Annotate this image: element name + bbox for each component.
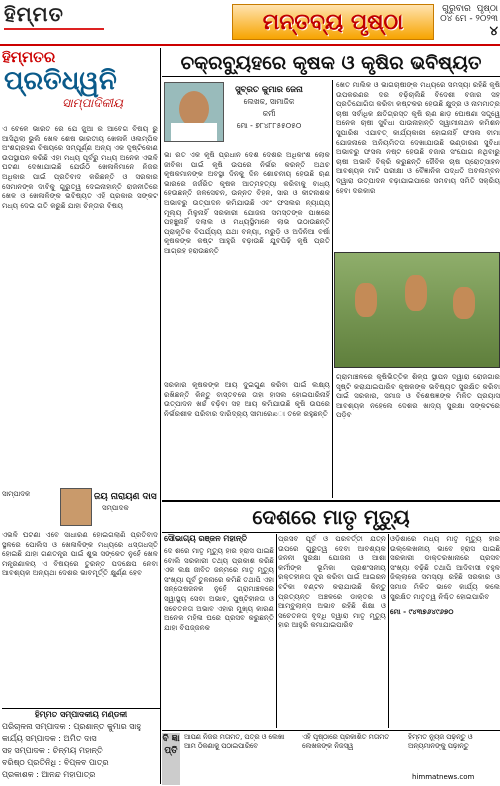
story2-author: ସୌଭାଗ୍ୟ ରଞ୍ଜନ ମହାନ୍ତି bbox=[164, 534, 248, 543]
notice-item: ହିମ୍ମତ ନ୍ୟୁଜ ପଢ଼ନ୍ତୁ ଓ ଅନ୍ୟମାନଙ୍କୁ ପଢ଼ାନ୍ତୁ bbox=[408, 733, 473, 750]
notice-item: ଏହି ପୃଷ୍ଠାରେ ପ୍ରକାଶିତ ମତାମତ ଲେଖକଙ୍କ ନିଜସ୍ୱ bbox=[302, 733, 390, 750]
brand-line-1: ହିମ୍ମତର bbox=[2, 48, 56, 66]
column-divider bbox=[160, 48, 161, 784]
story2-column-2: ପ୍ରସବ ପୂର୍ବ ଓ ପରବର୍ତ୍ତୀ ଯତ୍ନ ଉପରେ ଗୁରୁତ୍ୱ ଦେବା ଆବଶ୍ୟକ ଜନନୀ ସୁରକ୍ଷା ଯୋଜନା ଓ ଆଶା କର୍ମୀଙ୍କ ଭୂମିକା ପ୍ରଶଂସନୀୟ ରକ୍ତହୀନତା ଦୂର କରିବା ପାଇଁ ଆଇରନ ବଟିକା ବଣ୍ଟନ କରାଯାଉଛି କିନ୍ତୁ ପ୍ରତ୍ୟନ୍ତ ଅଞ୍ଚଳରେ ଡାକ୍ତର ଓ ଆମ୍ବୁଲାନ୍ସ ଅଭାବ ରହିଛି ଶିକ୍ଷା ଓ ସଚେତନତା ବୃଦ୍ଧି ଦ୍ୱାରା ମାତୃ ମୃତ୍ୟୁ ହାର ଆହୁରି କମାଯାଇପାରିବ bbox=[278, 534, 386, 630]
story1-column-1b: ସରକାର କୃଷକଙ୍କ ଆୟ ଦୁଇଗୁଣ କରିବା ପାଇଁ ଲକ୍ଷ୍ୟ ରଖିଛନ୍ତି କିନ୍ତୁ ବାସ୍ତବରେ ତାହା ହାସଲ ହୋଇପାରିନାହିଁ ଉତ୍ପାଦନ ଖର୍ଚ୍ଚ ବଢ଼ିବା ସହ ଆୟ କମିଯାଉଛି କୃଷି ଉପରେ ନିର୍ଭରଶୀଳ ପରିବାର ଦାରିଦ୍ର୍ୟ ସୀମାରେಖା ତଳେ ରହୁଛନ୍ତି bbox=[164, 380, 330, 418]
newspaper-logo bbox=[4, 2, 124, 42]
date-box bbox=[440, 4, 498, 38]
editorial-credits bbox=[2, 708, 160, 781]
page-title-banner bbox=[232, 4, 434, 40]
farmer-figure bbox=[355, 283, 377, 317]
story1-byline bbox=[226, 84, 312, 144]
story1-divider bbox=[332, 80, 333, 498]
story1-headline: ଚକ୍ରବ୍ୟୁହରେ କୃଷକ ଓ କୃଷିର ଭବିଷ୍ୟତ bbox=[180, 52, 482, 74]
story2-column-3-text: ଓଡ଼ିଶାରେ ମଧ୍ୟ ମାତୃ ମୃତ୍ୟୁ ହାର ଉଲ୍ଲେଖନୀୟ ଭାବେ ହ୍ରାସ ପାଇଛି ସରକାରୀ ଡାକ୍ତରଖାନାରେ ପ୍ରସବ ସଂଖ୍ୟା ବଢ଼ିଛି ତଥାପି ଆଦିବାସୀ ବହୁଳ ଜିଲ୍ଲାରେ ସମସ୍ୟା ରହିଛି ସରକାର ଓ ସମାଜ ମିଳିତ ଭାବେ କାର୍ଯ୍ୟ କଲେ ସୁରକ୍ଷିତ ମାତୃତ୍ୱ ନିଶ୍ଚିତ ହୋଇପାରିବ bbox=[390, 534, 500, 601]
credit-line: ପରିଚାଳନା ସମ୍ପାଦକ : ପ୍ରଶାନ୍ତ କୁମାର ସାହୁ bbox=[2, 722, 141, 731]
author-role: ସମ୍ପାଦକ bbox=[102, 504, 129, 512]
editorial-column bbox=[2, 48, 160, 783]
notice-label: ବି ଜ୍ଞା ପ୍ତି bbox=[162, 733, 180, 785]
column-brand bbox=[2, 48, 152, 118]
credit-line: ପ୍ରକାଶକ : ଆନନ୍ଦ ମହାପାତ୍ର bbox=[2, 770, 96, 779]
editorial-text-b: ଏଭଳି ଘଟଣା ଏବେ ସାଧାରଣ ହୋଇଗଲାଣି ପ୍ରତିବାଦ ସ୍ଥଳରେ ପୋଲିସ ଓ ଖେଳାଳିଙ୍କ ମଧ୍ୟରେ ଧସ୍ତାଧସ୍ତି ହୋଇଛି ଯାହା ଗଣତନ୍ତ୍ର ପାଇଁ ଶୁଭ ସଙ୍କେତ ନୁହେଁ ଖେଳ ମନ୍ତ୍ରଣାଳୟ ଏ ବିଷୟରେ ତୁରନ୍ତ ପଦକ୍ଷେପ ନେବା ଆବଶ୍ୟକ ଅନ୍ୟଥା ଦେଶର ଭାବମୂର୍ତ୍ତି କ୍ଷୁର୍ଣ୍ଣ ହେବ bbox=[2, 530, 158, 578]
page-label: ପୃଷ୍ଠା bbox=[476, 4, 498, 14]
website-url[interactable]: himmatnews.com bbox=[412, 773, 475, 781]
bottom-strip bbox=[162, 730, 500, 785]
story1-column-2b: ଗ୍ରାମାଞ୍ଚଳରେ କୃଷିଭିତ୍ତିକ ଶିଳ୍ପ ସ୍ଥାପନ ଦ୍ୱାରା ରୋଜଗାର ସୃଷ୍ଟି କରାଯାଇପାରିବ କୃଷକଙ୍କ ଭବିଷ୍ୟତ ସୁରକ୍ଷିତ କରିବା ପାଇଁ ସରକାର, ସମାଜ ଓ ବିଶେଷଜ୍ଞଙ୍କ ମିଳିତ ପ୍ରୟାସ ଆବଶ୍ୟକ ନହେଲେ ଦେଶର ଖାଦ୍ୟ ସୁରକ୍ଷା ସଙ୍କଟରେ ପଡ଼ିବ bbox=[336, 372, 500, 420]
story1-column-1a: ଭା ରତ ଏକ କୃଷି ପ୍ରଧାନ ଦେଶ ଦେଶର ଅଧିକାଂଶ ଲୋକ ଜୀବିକା ପାଇଁ କୃଷି ଉପରେ ନିର୍ଭର କରନ୍ତି ଅଥଚ କୃଷକମାନଙ୍କ ଅବସ୍ଥା ଦିନକୁ ଦିନ ଶୋଚନୀୟ ହେଉଛି ଋଣ ଭାରରେ ଜର୍ଜରିତ କୃଷକ ଆତ୍ମହତ୍ୟା କରିବାକୁ ବାଧ୍ୟ ହେଉଛନ୍ତି ଜଳସେଚନ, ଉନ୍ନତ ବିହନ, ସାର ଓ କୀଟନାଶକ ଅଭାବରୁ ଉତ୍ପାଦନ କମିଯାଉଛି ଏବଂ ଫସଲର ନ୍ୟାଯ୍ୟ ମୂଲ୍ୟ ମିଳୁନାହିଁ ସରକାରୀ ଯୋଜନା ସମସ୍ତଙ୍କ ପାଖରେ ପହଞ୍ଚୁନାହିଁ ଦଲାଲ ଓ ମଧ୍ୟସ୍ଥିମାନେ ଲାଭ ଉଠାଉଛନ୍ତି ପ୍ରାକୃତିକ ବିପର୍ଯ୍ୟୟ ଯଥା ବନ୍ୟା, ମରୁଡ଼ି ଓ ଅଦିନିଆ ବର୍ଷା କୃଷକଙ୍କ କଷ୍ଟ ଆହୁରି ବଢ଼ାଉଛି ଯୁବପିଢ଼ି କୃଷି ପ୍ରତି ଆଗ୍ରହ ହରାଉଛନ୍ତି bbox=[164, 150, 330, 255]
issue-date: ୦୪ ମେ - ୨୦୨୩ bbox=[440, 14, 498, 24]
farmer-figure bbox=[405, 275, 427, 311]
story2-divider bbox=[388, 534, 389, 728]
masthead bbox=[0, 0, 500, 46]
editorial-author bbox=[2, 488, 158, 526]
story1-column-2a: ଖେତ ମାଲିକ ଓ ଭାଗଚାଷୀଙ୍କ ମଧ୍ୟରେ ସମସ୍ୟା ରହିଛି କୃଷି ଉପକରଣର ଦର ବଢ଼ିଚାଲିଛି ବିଦେଶୀ ବଜାର ସହ ପ୍ରତିଯୋଗିତା କରିବା କଷ୍ଟକର ହେଉଛି କ୍ଷୁଦ୍ର ଓ ନାମମାତ୍ର ଚାଷୀ ସର୍ବାଧିକ କ୍ଷତିଗ୍ରସ୍ତ କୃଷି ଋଣ ଛାଡ଼ ଘୋଷଣା ସତ୍ତ୍ୱେ ଅନେକ ଚାଷୀ ସୁବିଧା ପାଉନାହାନ୍ତି ସ୍ୱାମୀନାଥନ କମିଶନ ସୁପାରିଶ ଏଯାବତ୍ କାର୍ଯ୍ୟକାରୀ ହୋଇନାହିଁ ଫସଲ ବୀମା ଯୋଜନାରେ ଅନିୟମିତତା ଦେଖାଯାଉଛି ଭଣ୍ଡାରଣ ସୁବିଧା ଅଭାବରୁ ଫସଲ ନଷ୍ଟ ହେଉଛି ବଜାର ସଂଯୋଗ ନଥିବାରୁ ଚାଷୀ ଅଭାବି ବିକ୍ରି କରୁଛନ୍ତି ଜୈବିକ ଚାଷ ପ୍ରୋତ୍ସାହନ ଆବଶ୍ୟକ ମାଟି ପରୀକ୍ଷା ଓ ବୈଜ୍ଞାନିକ ପଦ୍ଧତି ଅବଲମ୍ବନ ଦ୍ୱାରା ଉତ୍ପାଦନ ବଢ଼ାଯାଇପାରେ ସମବାୟ ସମିତି ସକ୍ରିୟ ହେବା ଦରକାର bbox=[336, 80, 500, 195]
byline-phone: ମୋ - ୭୮୪୮୮୫୫୦୫୦ bbox=[236, 121, 302, 130]
editorial-text-a: ଏ ବେଳେ ଭାରତ ରେ ଯେ ଜୁଆ ର ଆବେଗ ବିଷୟ ରୁ ଆସିଥିଲା ଭୁଲି ଖେଳ ଶେଷ ଭାରତୀୟ ଖେଳାଳି ଓଲମ୍ପିକ ଅଂଶଗ୍ରହଣ ବିଷୟରେ ସମ୍ପୂର୍ଣ୍ଣ ଅନ୍ୟ ଏକ ଦୃଷ୍ଟିକୋଣ ଉପସ୍ଥାପନ କରିଛି ଏହା ମଧ୍ୟ ପୂର୍ବରୁ ମଧ୍ୟ ଅନେକ ଏଭଳି ଘଟଣା ଦେଖାଯାଇଛି ଯେଉଁଠି ଖେଳାଳିମାନେ ନିଜର ଅଧିକାର ପାଇଁ ପ୍ରତିବାଦ କରିଛନ୍ତି ଓ ସରକାର ସେମାନଙ୍କ ଦାବିକୁ ଗୁରୁତ୍ୱ ଦେଇନାହାନ୍ତି ରାଜନୀତିରେ ଖେଳ ଓ ଖେଳାଳିଙ୍କ ଭବିଷ୍ୟତ ଏହି ପ୍ରକାର ସଙ୍କଟ ମଧ୍ୟ ଦେଇ ଗତି କରୁଛି ଯାହା ଚିନ୍ତାର ବିଷୟ bbox=[2, 124, 158, 210]
logo-underline bbox=[4, 28, 104, 30]
story1-author-photo bbox=[164, 82, 224, 142]
farmers-photo bbox=[334, 252, 500, 368]
story2-headline: ଦେଶରେ ମାତୃ ମୃତ୍ୟୁ bbox=[252, 505, 410, 529]
story2-divider bbox=[276, 534, 277, 728]
story2-column-3 bbox=[390, 534, 500, 728]
byline-role: ଲେଖକ, ସାମାଜିକ bbox=[243, 97, 295, 106]
author-name: ଜୟ ନାରାୟଣ ଦାସ bbox=[94, 492, 157, 502]
story2-column-1: ଦେ ଶରେ ମାତୃ ମୃତ୍ୟୁ ହାର ହ୍ରାସ ପାଇଛି ବୋଲି ସରକାରୀ ତଥ୍ୟ ପ୍ରକାଶ କରିଛି ଏକ ଲକ୍ଷ ଜୀବିତ ଜନ୍ମରେ ମାତୃ ମୃତ୍ୟୁ ସଂଖ୍ୟା ପୂର୍ବ ତୁଳନାରେ କମିଛି ତଥାପି ଏହା ସନ୍ତୋଷଜନକ ନୁହେଁ ଗ୍ରାମାଞ୍ଚଳରେ ସ୍ୱାସ୍ଥ୍ୟ ସେବା ଅଭାବ, ପୁଷ୍ଟିହୀନତା ଓ ସଚେତନତା ଅଭାବ ଏହାର ମୁଖ୍ୟ କାରଣ ଅନେକ ମହିଳା ଘରେ ପ୍ରସବ କରୁଛନ୍ତି ଯାହା ବିପଜ୍ଜନକ bbox=[164, 546, 274, 632]
notice-item: ଆପଣ ନିଜର ମତାମତ, ପତ୍ର ଓ ଲେଖା ଆମ ଠିକଣାକୁ ପଠାଇପାରିବେ bbox=[184, 733, 285, 750]
story2-contact: ମୋ - ୯୪୩୭୬୪୯୬୭୦ bbox=[390, 607, 454, 617]
credit-line: ସହ ସମ୍ପାଦକ : ଚିନ୍ମୟ ମହାନ୍ତି bbox=[2, 746, 103, 755]
page-title: ମନ୍ତବ୍ୟ ପୃଷ୍ଠା bbox=[262, 9, 404, 35]
author-photo bbox=[60, 488, 92, 526]
weekday: ଗୁରୁବାର bbox=[442, 4, 471, 14]
credit-line: ବରିଷ୍ଠ ପ୍ରତିନିଧି : ବିପ୍ଳବ ପାତ୍ର bbox=[2, 758, 109, 767]
farmer-figure bbox=[453, 287, 475, 319]
logo-text: ହିମ୍ମତ bbox=[4, 2, 64, 26]
credits-title: ହିମ୍ମତ ସମ୍ପାଦକୀୟ ମଣ୍ଡଳୀ bbox=[34, 710, 128, 719]
author-face bbox=[179, 91, 209, 127]
author-label: ସାମ୍ପାଦକ bbox=[2, 490, 31, 498]
story1-headline-bar bbox=[162, 50, 500, 77]
brand-line-3: ସାମ୍ପାଦିକୀୟ bbox=[62, 96, 123, 110]
byline-name: ସୁବ୍ରତ କୁମାର ଜେନା bbox=[235, 85, 303, 95]
byline-role: କର୍ମୀ bbox=[262, 109, 276, 118]
author-shirt bbox=[171, 123, 217, 141]
credit-line: କାର୍ଯ୍ୟ ସମ୍ପାଦକ : ଅମିତ ଦାସ bbox=[2, 734, 97, 743]
page-number: ୪ bbox=[489, 24, 498, 39]
brand-line-2: ପ୍ରତିଧ୍ୱନି bbox=[4, 66, 117, 96]
story2-headline-bar bbox=[162, 500, 500, 533]
